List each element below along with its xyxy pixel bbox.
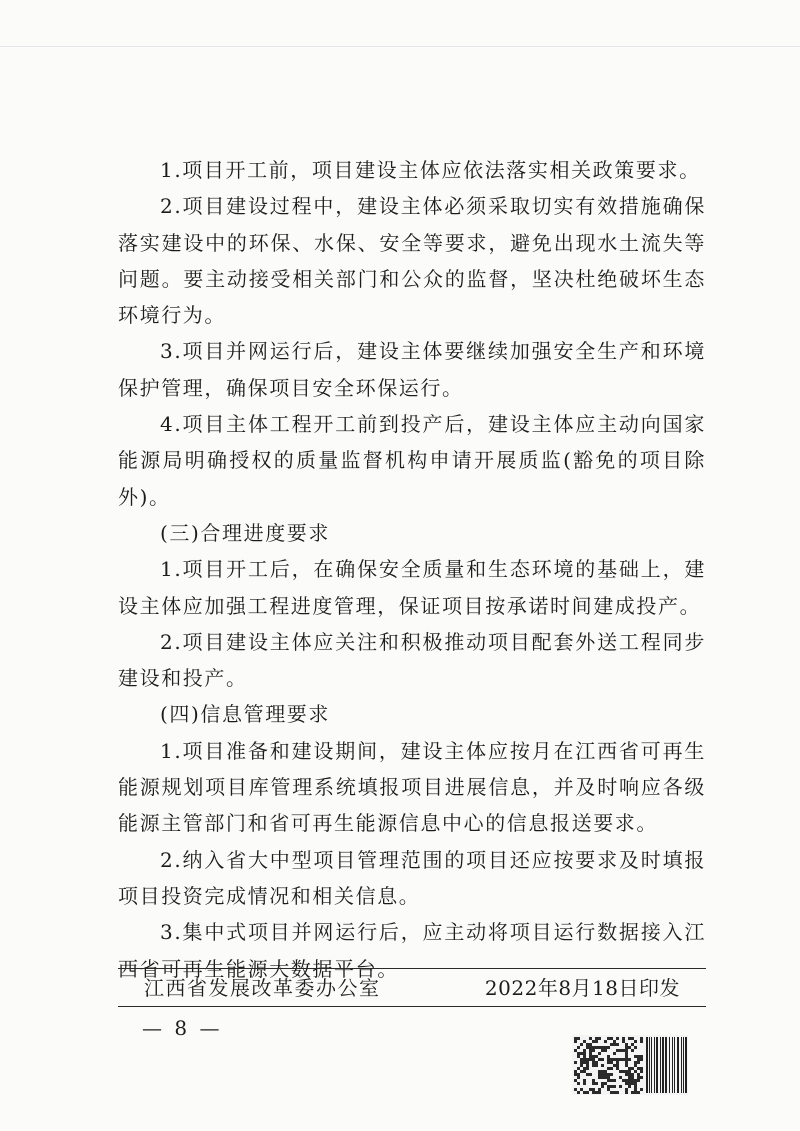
footer-bottom-rule <box>118 1006 706 1007</box>
footer-top-rule <box>118 968 706 969</box>
paragraph: 4.项目主体工程开工前到投产后，建设主体应主动向国家能源局明确授权的质量监督机构申请开展质监(豁免的项目除外)。 <box>118 412 706 509</box>
section-heading: (三)合理进度要求 <box>160 520 331 545</box>
footer-issue-row <box>118 972 706 1004</box>
paragraph: 1.项目开工后，在确保安全质量和生态环境的基础上，建设主体应加强工程进度管理，保证项目按承诺时间建成投产。 <box>118 557 706 618</box>
paragraph: 2.项目建设主体应关注和积极推动项目配套外送工程同步建设和投产。 <box>118 629 706 691</box>
issue-date: 2022年8月18日印发 <box>484 976 680 1000</box>
paragraph: 1.项目准备和建设期间，建设主体应按月在江西省可再生能源规划项目库管理系统填报项目进展信息，并及时响应各级能源主管部门和省可再生能源信息中心的信息报送要求。 <box>118 738 706 836</box>
page-number: — 8 — <box>142 1016 223 1040</box>
paragraph: 3.集中式项目并网运行后，应主动将项目运行数据接入江西省可再生能源大数据平台。 <box>118 920 706 981</box>
section-heading: (四)信息管理要求 <box>160 702 331 727</box>
top-edge-line <box>0 46 800 47</box>
paragraph: 1.项目开工前，项目建设主体应依法落实相关政策要求。 <box>160 158 701 182</box>
issuing-office: 江西省发展改革委办公室 <box>144 976 381 1000</box>
barcode-icon <box>572 1035 688 1095</box>
paragraph: 3.项目并网运行后，建设主体要继续加强安全生产和环境保护管理，确保项目安全环保运行。 <box>118 339 706 400</box>
paragraph: 2.纳入省大中型项目管理范围的项目还应按要求及时填报项目投资完成情况和相关信息。 <box>118 847 706 908</box>
document-body <box>118 152 706 987</box>
paragraph: 2.项目建设过程中，建设主体必须采取切实有效措施确保落实建设中的环保、水保、安全等要求，避免出现水土流失等问题。要主动接受相关部门和公众的监督，坚决杜绝破坏生态环境行为。 <box>118 194 706 328</box>
